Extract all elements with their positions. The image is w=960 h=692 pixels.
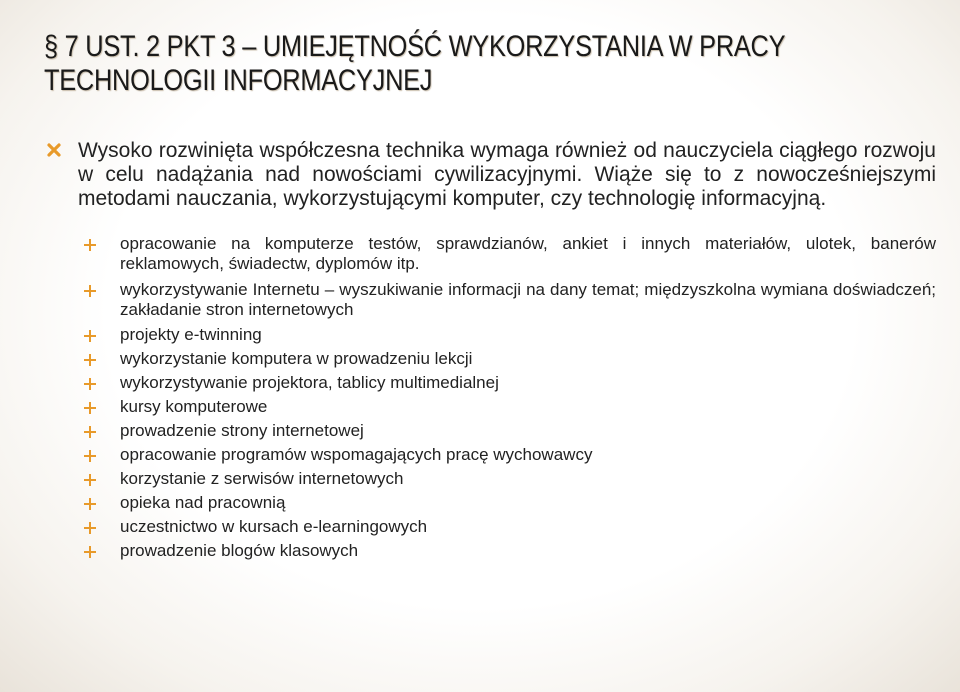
- list-item: [84, 517, 936, 537]
- list-item: [84, 373, 936, 393]
- plus-bullet-icon: [84, 378, 96, 390]
- sub-bullet-list: [84, 234, 936, 565]
- list-item-text: opracowanie na komputerze testów, sprawdzianów, ankiet i innych materiałów, ulotek, banerów reklamowych, świadectw, dyplomów itp.: [120, 234, 936, 273]
- list-item: [84, 349, 936, 369]
- plus-bullet-icon: [84, 546, 96, 558]
- slide-title: § 7 UST. 2 PKT 3 – UMIEJĘTNOŚĆ WYKORZYSTANIA W PRACY TECHNOLOGII INFORMACYJNEJ: [44, 30, 785, 97]
- list-item-text: prowadzenie blogów klasowych: [120, 541, 359, 560]
- plus-bullet-icon: [84, 354, 96, 366]
- plus-bullet-icon: [84, 450, 96, 462]
- list-item: [84, 445, 936, 465]
- list-item-text: kursy komputerowe: [120, 397, 268, 416]
- list-item-text: uczestnictwo w kursach e-learningowych: [120, 517, 428, 536]
- list-item: [84, 397, 936, 417]
- plus-bullet-icon: [84, 285, 96, 297]
- main-bullet-text: Wysoko rozwinięta współczesna technika wymaga również od nauczyciela ciągłego rozwoju w celu nadążania nad nowościami cywilizacyjnymi. Wiąże się to z nowocześniejszymi metodami nauczania, wykorzystującymi komputer, czy technologię informacyjną.: [78, 139, 936, 210]
- list-item: [84, 541, 936, 561]
- list-item: [84, 325, 936, 345]
- plus-bullet-icon: [84, 522, 96, 534]
- list-item-text: projekty e-twinning: [120, 325, 262, 344]
- plus-bullet-icon: [84, 239, 96, 251]
- x-bullet-icon: [46, 142, 62, 158]
- main-bullet: [46, 139, 936, 211]
- list-item-text: wykorzystywanie projektora, tablicy multimedialnej: [120, 373, 499, 392]
- plus-bullet-icon: [84, 474, 96, 486]
- list-item-text: prowadzenie strony internetowej: [120, 421, 364, 440]
- list-item-text: opracowanie programów wspomagających pracę wychowawcy: [120, 445, 593, 464]
- plus-bullet-icon: [84, 498, 96, 510]
- plus-bullet-icon: [84, 330, 96, 342]
- list-item: [84, 469, 936, 489]
- list-item: [84, 234, 936, 274]
- list-item: [84, 280, 936, 320]
- plus-bullet-icon: [84, 426, 96, 438]
- list-item-text: korzystanie z serwisów internetowych: [120, 469, 404, 488]
- list-item-text: wykorzystywanie Internetu – wyszukiwanie informacji na dany temat; międzyszkolna wymiana doświadczeń; zakładanie stron internetowych: [120, 280, 936, 319]
- plus-bullet-icon: [84, 402, 96, 414]
- list-item-text: opieka nad pracownią: [120, 493, 286, 512]
- list-item: [84, 421, 936, 441]
- list-item-text: wykorzystanie komputera w prowadzeniu lekcji: [120, 349, 473, 368]
- list-item: [84, 493, 936, 513]
